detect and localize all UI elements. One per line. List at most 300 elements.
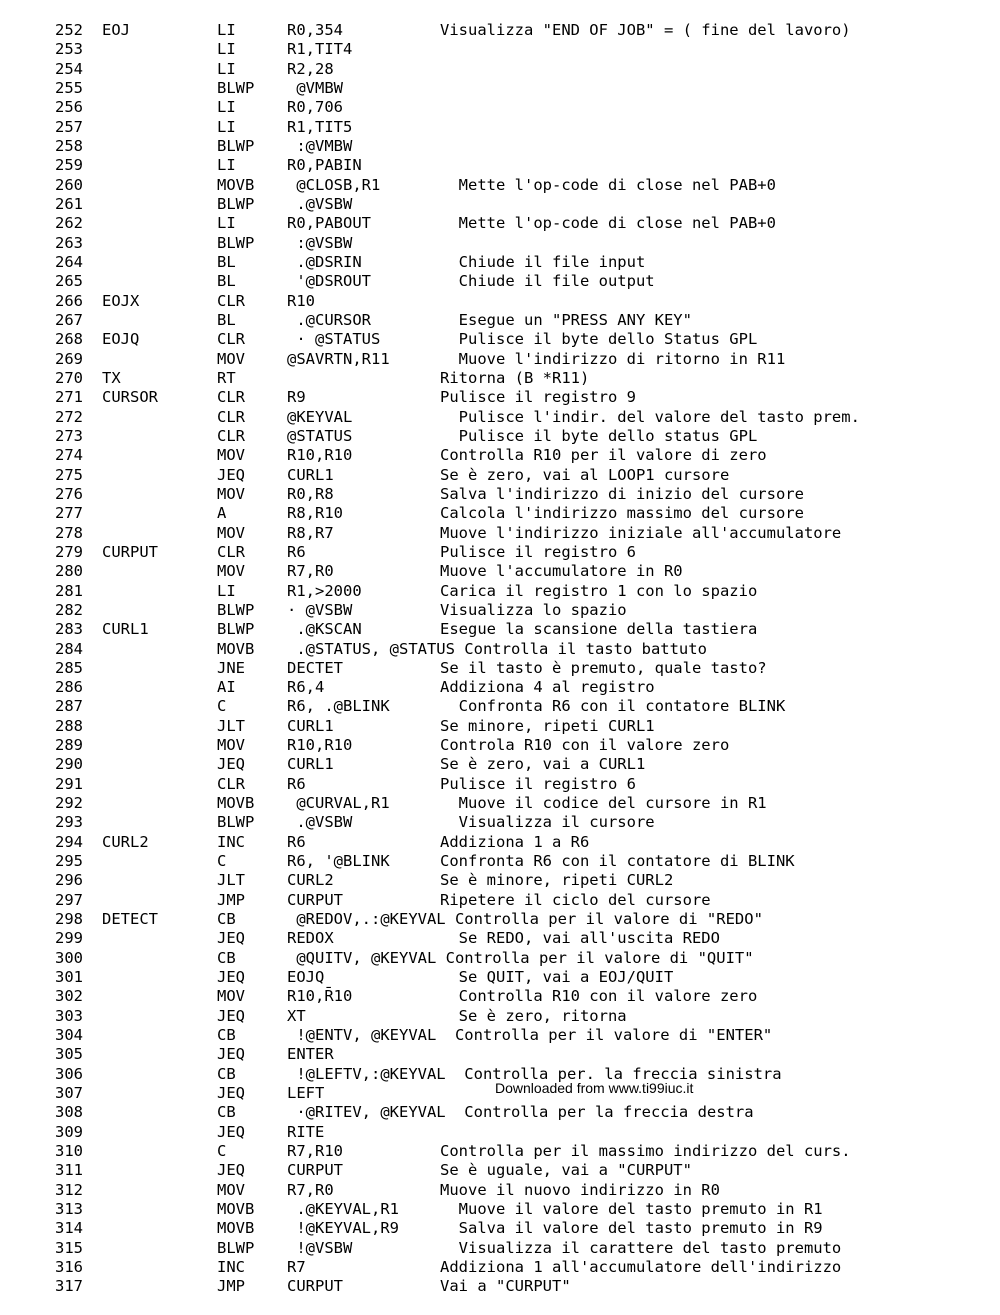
comment: Se QUIT, vai a EOJ/QUIT bbox=[440, 968, 674, 987]
opcode: CLR bbox=[217, 542, 245, 561]
assembly-listing bbox=[0, 21, 1000, 1297]
opcode: BLWP bbox=[217, 1238, 255, 1257]
line-number: 254 bbox=[55, 59, 83, 78]
comment: Pulisce il registro 6 bbox=[440, 774, 636, 793]
comment: Pulisce l'indir. del valore del tasto prem. bbox=[440, 407, 860, 426]
opcode: MOVB bbox=[217, 1219, 255, 1238]
line-number: 252 bbox=[55, 21, 83, 39]
operand: @VMBW bbox=[287, 78, 343, 97]
comment: Chiude il file output bbox=[440, 272, 655, 291]
operand: LEFT bbox=[287, 1084, 325, 1103]
operand: R1,>2000 bbox=[287, 581, 362, 600]
line-number: 313 bbox=[55, 1200, 83, 1219]
code-line bbox=[0, 813, 1000, 832]
code-line bbox=[0, 1007, 1000, 1026]
line-number: 264 bbox=[55, 252, 83, 271]
line-number: 289 bbox=[55, 736, 83, 755]
code-line bbox=[0, 369, 1000, 388]
comment: Salva l'indirizzo di inizio del cursore bbox=[440, 484, 804, 503]
code-label: CURPUT bbox=[102, 542, 158, 561]
line-number: 273 bbox=[55, 426, 83, 445]
line-number: 270 bbox=[55, 368, 83, 387]
comment: Pulisce il byte dello Status GPL bbox=[440, 330, 758, 349]
opcode: BL bbox=[217, 252, 236, 271]
code-line bbox=[0, 427, 1000, 446]
operand: CURL1 bbox=[287, 716, 334, 735]
operand: EOJQ bbox=[287, 968, 325, 987]
opcode: JEQ bbox=[217, 465, 245, 484]
comment: Pulisce il byte dello status GPL bbox=[440, 426, 758, 445]
line-number: 276 bbox=[55, 484, 83, 503]
line-number: 256 bbox=[55, 98, 83, 117]
code-line bbox=[0, 1026, 1000, 1045]
line-number: 279 bbox=[55, 542, 83, 561]
code-line bbox=[0, 929, 1000, 948]
line-number: 293 bbox=[55, 813, 83, 832]
code-line bbox=[0, 408, 1000, 427]
code-line bbox=[0, 794, 1000, 813]
line-number: 285 bbox=[55, 658, 83, 677]
opcode: CLR bbox=[217, 388, 245, 407]
opcode: JEQ bbox=[217, 1122, 245, 1141]
opcode: LI bbox=[217, 21, 236, 39]
operand: R6 bbox=[287, 542, 306, 561]
code-line bbox=[0, 601, 1000, 620]
operand: .@VSBW bbox=[287, 813, 353, 832]
comment: Se è uguale, vai a "CURPUT" bbox=[440, 1161, 692, 1180]
operand: CURL2 bbox=[287, 871, 334, 890]
opcode: JLT bbox=[217, 716, 245, 735]
opcode: JNE bbox=[217, 658, 245, 677]
line-number: 295 bbox=[55, 852, 83, 871]
operand: R10,R10 bbox=[287, 736, 353, 755]
opcode: MOVB bbox=[217, 639, 255, 658]
opcode: LI bbox=[217, 156, 236, 175]
opcode: C bbox=[217, 852, 227, 871]
operand: CURPUT bbox=[287, 890, 343, 909]
comment: Mette l'op-code di close nel PAB+0 bbox=[440, 175, 776, 194]
download-source-note: Downloaded from www.ti99iuc.it bbox=[495, 1080, 694, 1096]
opcode: BLWP bbox=[217, 78, 255, 97]
operand: · @VSBW bbox=[287, 600, 353, 619]
opcode: JMP bbox=[217, 1277, 245, 1296]
line-number: 253 bbox=[55, 40, 83, 59]
code-label: EOJQ bbox=[102, 330, 140, 349]
comment: Se minore, ripeti CURL1 bbox=[440, 716, 655, 735]
comment: Muove il valore del tasto premuto in R1 bbox=[440, 1200, 823, 1219]
code-line bbox=[0, 640, 1000, 659]
comment: Muove il nuovo indirizzo in R0 bbox=[440, 1180, 720, 1199]
opcode: JEQ bbox=[217, 1084, 245, 1103]
comment: Mette l'op-code di close nel PAB+0 bbox=[440, 214, 776, 233]
line-number: 306 bbox=[55, 1064, 83, 1083]
opcode: CLR bbox=[217, 426, 245, 445]
opcode: CLR bbox=[217, 774, 245, 793]
comment: Confronta R6 con il contatore BLINK bbox=[440, 697, 786, 716]
line-number: 302 bbox=[55, 987, 83, 1006]
opcode: MOVB bbox=[217, 1200, 255, 1219]
operand: R0,706 bbox=[287, 98, 343, 117]
opcode: MOV bbox=[217, 484, 245, 503]
line-number: 265 bbox=[55, 272, 83, 291]
operand: @CLOSB,R1 bbox=[287, 175, 381, 194]
operand: R8,R7 bbox=[287, 523, 334, 542]
opcode: MOV bbox=[217, 1180, 245, 1199]
operand: R6 bbox=[287, 832, 306, 851]
code-line bbox=[0, 1239, 1000, 1258]
code-line bbox=[0, 485, 1000, 504]
operand: '@DSROUT bbox=[287, 272, 371, 291]
code-line bbox=[0, 871, 1000, 890]
code-label: CURL1 bbox=[102, 620, 149, 639]
operand: :@VMBW bbox=[287, 136, 353, 155]
code-line bbox=[0, 118, 1000, 137]
line-number: 258 bbox=[55, 136, 83, 155]
comment: Visualizza il cursore bbox=[440, 813, 655, 832]
opcode: INC bbox=[217, 832, 245, 851]
line-number: 266 bbox=[55, 291, 83, 310]
line-number: 309 bbox=[55, 1122, 83, 1141]
code-line bbox=[0, 852, 1000, 871]
operand: RITE bbox=[287, 1122, 325, 1141]
code-line bbox=[0, 272, 1000, 291]
opcode: CB bbox=[217, 1103, 236, 1122]
operand: R7,R0 bbox=[287, 1180, 334, 1199]
opcode: BLWP bbox=[217, 600, 255, 619]
code-line bbox=[0, 1142, 1000, 1161]
opcode: BL bbox=[217, 272, 236, 291]
line-number: 294 bbox=[55, 832, 83, 851]
operand: ENTER bbox=[287, 1045, 334, 1064]
line-number: 298 bbox=[55, 910, 83, 929]
opcode: JEQ bbox=[217, 1006, 245, 1025]
code-line bbox=[0, 330, 1000, 349]
comment: Addiziona 4 al registro bbox=[440, 678, 655, 697]
line-number: 308 bbox=[55, 1103, 83, 1122]
code-label: CURSOR bbox=[102, 388, 158, 407]
comment: Controlla R10 per il valore di zero bbox=[440, 446, 767, 465]
line-number: 281 bbox=[55, 581, 83, 600]
operand: R6,4 bbox=[287, 678, 325, 697]
code-line bbox=[0, 1219, 1000, 1238]
line-number: 290 bbox=[55, 755, 83, 774]
operand: DECTET bbox=[287, 658, 343, 677]
comment: Controlla R10 con il valore zero bbox=[440, 987, 758, 1006]
line-number: 267 bbox=[55, 310, 83, 329]
comment: Se REDO, vai all'uscita REDO bbox=[440, 929, 720, 948]
comment: Se è minore, ripeti CURL2 bbox=[440, 871, 674, 890]
code-line bbox=[0, 1103, 1000, 1122]
line-number: 268 bbox=[55, 330, 83, 349]
operand: CURPUT bbox=[287, 1277, 343, 1296]
operand: R0,354 bbox=[287, 21, 343, 39]
comment: Controlla per il massimo indirizzo del curs. bbox=[440, 1142, 851, 1161]
line-number: 275 bbox=[55, 465, 83, 484]
opcode: BLWP bbox=[217, 813, 255, 832]
line-number: 286 bbox=[55, 678, 83, 697]
comment: Pulisce il registro 6 bbox=[440, 542, 636, 561]
code-line bbox=[0, 446, 1000, 465]
opcode: LI bbox=[217, 40, 236, 59]
opcode: CB bbox=[217, 1064, 236, 1083]
line-number: 278 bbox=[55, 523, 83, 542]
code-line bbox=[0, 659, 1000, 678]
line-number: 305 bbox=[55, 1045, 83, 1064]
code-line bbox=[0, 79, 1000, 98]
operand: .@CURSOR bbox=[287, 310, 371, 329]
opcode: CLR bbox=[217, 407, 245, 426]
code-line bbox=[0, 388, 1000, 407]
operand: @KEYVAL bbox=[287, 407, 353, 426]
operand: R0,PABIN bbox=[287, 156, 362, 175]
line-number: 310 bbox=[55, 1142, 83, 1161]
code-line bbox=[0, 504, 1000, 523]
comment: Se è zero, vai a CURL1 bbox=[440, 755, 646, 774]
comment: Carica il registro 1 con lo spazio bbox=[440, 581, 758, 600]
operand: R10 bbox=[287, 291, 315, 310]
code-line bbox=[0, 1277, 1000, 1296]
line-number: 262 bbox=[55, 214, 83, 233]
comment: Esegue un "PRESS ANY KEY" bbox=[440, 310, 692, 329]
line-number: 263 bbox=[55, 233, 83, 252]
operand: CURL1 bbox=[287, 465, 334, 484]
operand: !@ENTV, @KEYVAL Controlla per il valore di "ENTER" bbox=[287, 1026, 773, 1045]
code-line bbox=[0, 137, 1000, 156]
code-line bbox=[0, 678, 1000, 697]
comment: Visualizza "END OF JOB" = ( fine del lavoro) bbox=[440, 21, 851, 39]
operand: .@VSBW bbox=[287, 194, 353, 213]
operand: R6, '@BLINK bbox=[287, 852, 390, 871]
opcode: LI bbox=[217, 581, 236, 600]
code-line bbox=[0, 311, 1000, 330]
line-number: 260 bbox=[55, 175, 83, 194]
comment: Ritorna (B *R11) bbox=[440, 368, 590, 387]
opcode: LI bbox=[217, 214, 236, 233]
line-number: 283 bbox=[55, 620, 83, 639]
opcode: JEQ bbox=[217, 1161, 245, 1180]
line-number: 259 bbox=[55, 156, 83, 175]
line-number: 261 bbox=[55, 194, 83, 213]
comment: Esegue la scansione della tastiera bbox=[440, 620, 758, 639]
operand: @SAVRTN,R11 bbox=[287, 349, 390, 368]
code-line bbox=[0, 987, 1000, 1006]
comment: Calcola l'indirizzo massimo del cursore bbox=[440, 504, 804, 523]
line-number: 271 bbox=[55, 388, 83, 407]
opcode: LI bbox=[217, 59, 236, 78]
code-line bbox=[0, 292, 1000, 311]
line-number: 301 bbox=[55, 968, 83, 987]
operand: R7,R0 bbox=[287, 562, 334, 581]
opcode: MOV bbox=[217, 446, 245, 465]
opcode: MOV bbox=[217, 349, 245, 368]
operand: REDOX bbox=[287, 929, 334, 948]
opcode: BLWP bbox=[217, 620, 255, 639]
operand: .@KEYVAL,R1 bbox=[287, 1200, 399, 1219]
operand: XT bbox=[287, 1006, 306, 1025]
code-line bbox=[0, 582, 1000, 601]
comment: Controla R10 con il valore zero bbox=[440, 736, 730, 755]
line-number: 297 bbox=[55, 890, 83, 909]
opcode: JEQ bbox=[217, 929, 245, 948]
opcode: CB bbox=[217, 1026, 236, 1045]
opcode: LI bbox=[217, 117, 236, 136]
comment: Se il tasto è premuto, quale tasto? bbox=[440, 658, 767, 677]
opcode: JMP bbox=[217, 890, 245, 909]
code-line bbox=[0, 697, 1000, 716]
operand: R8,R10 bbox=[287, 504, 343, 523]
opcode: MOV bbox=[217, 987, 245, 1006]
code-label: DETECT bbox=[102, 910, 158, 929]
comment: Se è zero, ritorna bbox=[440, 1006, 627, 1025]
operand: R7 bbox=[287, 1258, 306, 1276]
opcode: LI bbox=[217, 98, 236, 117]
operand: · @STATUS bbox=[287, 330, 381, 349]
operand: R9 bbox=[287, 388, 306, 407]
line-number: 274 bbox=[55, 446, 83, 465]
opcode: CLR bbox=[217, 291, 245, 310]
code-line bbox=[0, 620, 1000, 639]
line-number: 255 bbox=[55, 78, 83, 97]
operand: @STATUS bbox=[287, 426, 353, 445]
code-line bbox=[0, 1200, 1000, 1219]
line-number: 296 bbox=[55, 871, 83, 890]
code-line bbox=[0, 891, 1000, 910]
code-line bbox=[0, 195, 1000, 214]
line-number: 269 bbox=[55, 349, 83, 368]
code-line bbox=[0, 717, 1000, 736]
code-line bbox=[0, 910, 1000, 929]
code-line bbox=[0, 968, 1000, 987]
opcode: MOVB bbox=[217, 175, 255, 194]
operand: R1,TIT5 bbox=[287, 117, 353, 136]
line-number: 291 bbox=[55, 774, 83, 793]
line-number: 317 bbox=[55, 1277, 83, 1296]
operand: .@KSCAN bbox=[287, 620, 362, 639]
code-line bbox=[0, 253, 1000, 272]
operand: R2,28 bbox=[287, 59, 334, 78]
opcode: AI bbox=[217, 678, 236, 697]
code-line bbox=[0, 543, 1000, 562]
line-number: 282 bbox=[55, 600, 83, 619]
opcode: JEQ bbox=[217, 968, 245, 987]
comment: Confronta R6 con il contatore di BLINK bbox=[440, 852, 795, 871]
code-label: EOJ bbox=[102, 21, 130, 39]
code-line bbox=[0, 214, 1000, 233]
opcode: MOVB bbox=[217, 794, 255, 813]
code-line bbox=[0, 21, 1000, 40]
line-number: 314 bbox=[55, 1219, 83, 1238]
opcode: C bbox=[217, 1142, 227, 1161]
line-number: 288 bbox=[55, 716, 83, 735]
code-line bbox=[0, 775, 1000, 794]
code-line bbox=[0, 736, 1000, 755]
line-number: 311 bbox=[55, 1161, 83, 1180]
code-label: EOJX bbox=[102, 291, 140, 310]
opcode: BL bbox=[217, 310, 236, 329]
code-label: TX bbox=[102, 368, 121, 387]
opcode: JLT bbox=[217, 871, 245, 890]
operand: R7,R10 bbox=[287, 1142, 343, 1161]
code-line bbox=[0, 562, 1000, 581]
operand: R10,R̄10 bbox=[287, 987, 353, 1006]
code-line bbox=[0, 1181, 1000, 1200]
operand: !@LEFTV,:@KEYVAL Controlla per. la freccia sinistra bbox=[287, 1064, 782, 1083]
code-line bbox=[0, 234, 1000, 253]
code-line bbox=[0, 755, 1000, 774]
operand: R0,R8 bbox=[287, 484, 334, 503]
code-line bbox=[0, 1045, 1000, 1064]
opcode: RT bbox=[217, 368, 236, 387]
comment: Ripetere il ciclo del cursore bbox=[440, 890, 711, 909]
comment: Muove il codice del cursore in R1 bbox=[440, 794, 767, 813]
opcode: A bbox=[217, 504, 227, 523]
opcode: CB bbox=[217, 910, 236, 929]
comment: Vai a "CURPUT" bbox=[440, 1277, 571, 1296]
opcode: MOV bbox=[217, 562, 245, 581]
line-number: 272 bbox=[55, 407, 83, 426]
operand: R6, .@BLINK bbox=[287, 697, 390, 716]
line-number: 299 bbox=[55, 929, 83, 948]
operand: .@DSRIN bbox=[287, 252, 362, 271]
comment: Salva il valore del tasto premuto in R9 bbox=[440, 1219, 823, 1238]
code-line bbox=[0, 1258, 1000, 1277]
opcode: BLWP bbox=[217, 136, 255, 155]
code-line bbox=[0, 466, 1000, 485]
line-number: 280 bbox=[55, 562, 83, 581]
line-number: 315 bbox=[55, 1238, 83, 1257]
comment: Muove l'indirizzo iniziale all'accumulatore bbox=[440, 523, 842, 542]
opcode: JEQ bbox=[217, 1045, 245, 1064]
line-number: 284 bbox=[55, 639, 83, 658]
code-line bbox=[0, 949, 1000, 968]
line-number: 303 bbox=[55, 1006, 83, 1025]
comment: Muove l'indirizzo di ritorno in R11 bbox=[440, 349, 786, 368]
operand: !@KEYVAL,R9 bbox=[287, 1219, 399, 1238]
comment: Visualizza lo spazio bbox=[440, 600, 627, 619]
operand: ·@RITEV, @KEYVAL Controlla per la freccia destra bbox=[287, 1103, 754, 1122]
opcode: MOV bbox=[217, 523, 245, 542]
code-line bbox=[0, 176, 1000, 195]
operand: @QUITV, @KEYVAL Controlla per il valore di "QUIT" bbox=[287, 948, 754, 967]
code-line bbox=[0, 1161, 1000, 1180]
line-number: 307 bbox=[55, 1084, 83, 1103]
line-number: 287 bbox=[55, 697, 83, 716]
code-line bbox=[0, 833, 1000, 852]
code-line bbox=[0, 524, 1000, 543]
line-number: 316 bbox=[55, 1258, 83, 1276]
comment: Pulisce il registro 9 bbox=[440, 388, 636, 407]
code-line bbox=[0, 156, 1000, 175]
line-number: 277 bbox=[55, 504, 83, 523]
operand: CURPUT bbox=[287, 1161, 343, 1180]
opcode: C bbox=[217, 697, 227, 716]
opcode: BLWP bbox=[217, 194, 255, 213]
line-number: 292 bbox=[55, 794, 83, 813]
operand: CURL1 bbox=[287, 755, 334, 774]
line-number: 304 bbox=[55, 1026, 83, 1045]
code-line bbox=[0, 1123, 1000, 1142]
comment: Addiziona 1 all'accumulatore dell'indirizzo bbox=[440, 1258, 842, 1276]
line-number: 300 bbox=[55, 948, 83, 967]
comment: Visualizza il carattere del tasto premuto bbox=[440, 1238, 842, 1257]
comment: Muove l'accumulatore in R0 bbox=[440, 562, 683, 581]
code-line bbox=[0, 98, 1000, 117]
operand: R6 bbox=[287, 774, 306, 793]
line-number: 312 bbox=[55, 1180, 83, 1199]
operand: !@VSBW bbox=[287, 1238, 353, 1257]
operand: :@VSBW bbox=[287, 233, 353, 252]
code-line bbox=[0, 40, 1000, 59]
